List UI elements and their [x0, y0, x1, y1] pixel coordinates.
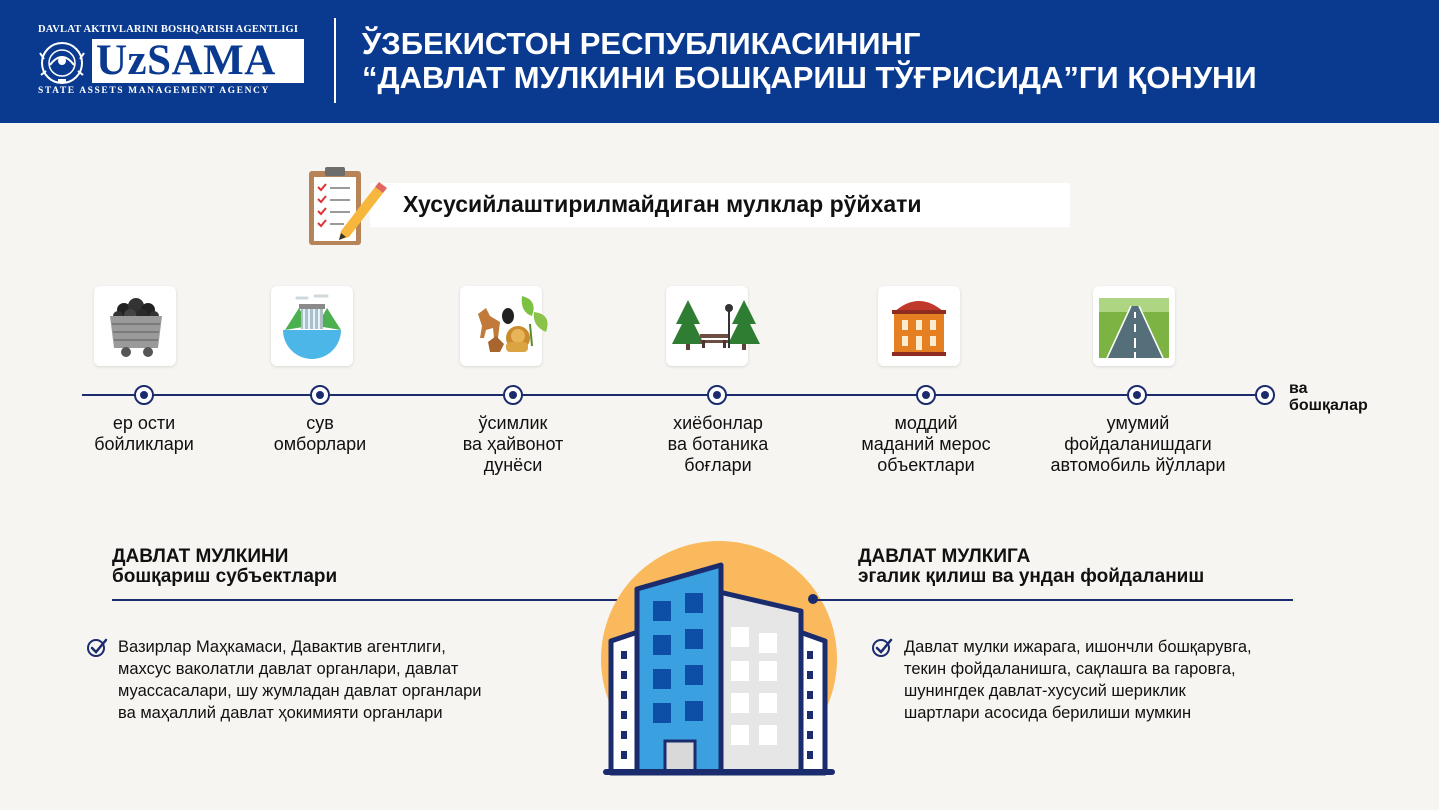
timeline-line: [82, 394, 1262, 396]
label-line: ўсимлик: [478, 413, 548, 433]
heritage-building-icon: [878, 286, 960, 366]
left-section-line: [112, 599, 626, 601]
wildlife-card: [460, 286, 542, 366]
label-line: боғлари: [684, 455, 752, 475]
label-line: ва: [1289, 380, 1308, 397]
label-line: умумий: [1106, 413, 1170, 433]
right-section-title: [858, 547, 1204, 587]
timeline-dot-end: [1255, 385, 1275, 405]
label-line: дунёси: [483, 455, 543, 475]
state-emblem-icon: [36, 39, 88, 85]
title-line-2: “ДАВЛАТ МУЛКИНИ БОШҚАРИШ ТЎҒРИСИДА”ГИ ҚОНУНИ: [362, 60, 1257, 95]
section-text-line: Давлат мулки ижарага, ишончли бошқарувга,: [904, 638, 1252, 656]
right-section-line: [814, 599, 1293, 601]
section-text-line: шартлари асосида берилиши мумкин: [904, 704, 1192, 722]
label-line: объектлари: [877, 455, 975, 475]
coal-cart-card: [94, 286, 176, 366]
section-title-line: ДАВЛАТ МУЛКИГА: [858, 546, 1031, 567]
label-line: моддий: [894, 413, 958, 433]
label-line: хиёбонлар: [673, 413, 763, 433]
logo-name: UzSAMA: [96, 37, 276, 84]
label-line: ва ҳайвонот: [462, 434, 564, 454]
dam-card: [271, 286, 353, 366]
timeline-dot-6: [1127, 385, 1147, 405]
section-title-line: эгалик қилиш ва ундан фойдаланиш: [858, 566, 1205, 587]
list-title: Хусусийлаштирилмайдиган мулклар рўйхати: [403, 191, 922, 217]
timeline-label-2: [274, 413, 366, 455]
label-line: бошқалар: [1289, 397, 1368, 414]
timeline-dot-1: [134, 385, 154, 405]
section-title-line: бошқариш субъектлари: [112, 566, 338, 587]
park-card: [666, 286, 748, 366]
section-text-line: шунингдек давлат-хусусий шериклик: [904, 682, 1186, 700]
section-text-line: ва маҳаллий давлат ҳокимияти органлари: [118, 704, 443, 722]
label-line: бойликлари: [94, 434, 194, 454]
section-text-line: муассасалари, шу жумладан давлат органлари: [118, 682, 482, 700]
label-line: сув: [306, 413, 334, 433]
left-section-text: [118, 636, 482, 724]
timeline-label-1: [94, 413, 194, 455]
page-title: [362, 27, 1257, 95]
logo-top-text: DAVLAT AKTIVLARINI BOSHQARISH AGENTLIGI: [38, 24, 299, 35]
park-icon: [666, 286, 766, 366]
right-section-text: [904, 636, 1252, 724]
government-building-illustration: [597, 537, 841, 779]
timeline-dot-5: [916, 385, 936, 405]
timeline-dot-2: [310, 385, 330, 405]
check-circle-icon: [86, 636, 108, 658]
clipboard-icon: [303, 165, 389, 251]
timeline-dot-3: [503, 385, 523, 405]
section-text-line: махсус ваколатли давлат органлари, давлат: [118, 660, 459, 678]
timeline-label-5: [861, 413, 990, 476]
coal-cart-icon: [94, 286, 176, 366]
header-divider: [334, 18, 336, 103]
timeline-label-3: [463, 413, 564, 476]
section-text-line: Вазирлар Маҳкамаси, Давактив агентлиги,: [118, 638, 446, 656]
dam-icon: [271, 286, 353, 366]
section-text-line: текин фойдаланишга, сақлашга ва гаровга,: [904, 660, 1236, 678]
title-line-1: ЎЗБЕКИСТОН РЕСПУБЛИКАСИНИНГ: [362, 26, 921, 61]
label-line: ер ости: [112, 413, 176, 433]
timeline-label-6: [1051, 413, 1226, 476]
road-card: [1093, 286, 1175, 366]
timeline-label-4: [668, 413, 769, 476]
left-section-title: [112, 547, 337, 587]
logo-bottom-text: STATE ASSETS MANAGEMENT AGENCY: [38, 86, 270, 96]
label-line: маданий мерос: [861, 434, 991, 454]
label-line: автомобиль йўллари: [1050, 455, 1226, 475]
label-line: фойдаланишдаги: [1064, 434, 1212, 454]
section-title-line: ДАВЛАТ МУЛКИНИ: [112, 546, 289, 567]
timeline-dot-4: [707, 385, 727, 405]
heritage-card: [878, 286, 960, 366]
wildlife-icon: [460, 286, 560, 366]
check-circle-icon: [871, 636, 893, 658]
timeline-end-label: [1289, 380, 1368, 414]
road-icon: [1093, 286, 1175, 366]
header-bar: [0, 0, 1439, 123]
label-line: ва ботаника: [667, 434, 769, 454]
label-line: омборлари: [273, 434, 367, 454]
